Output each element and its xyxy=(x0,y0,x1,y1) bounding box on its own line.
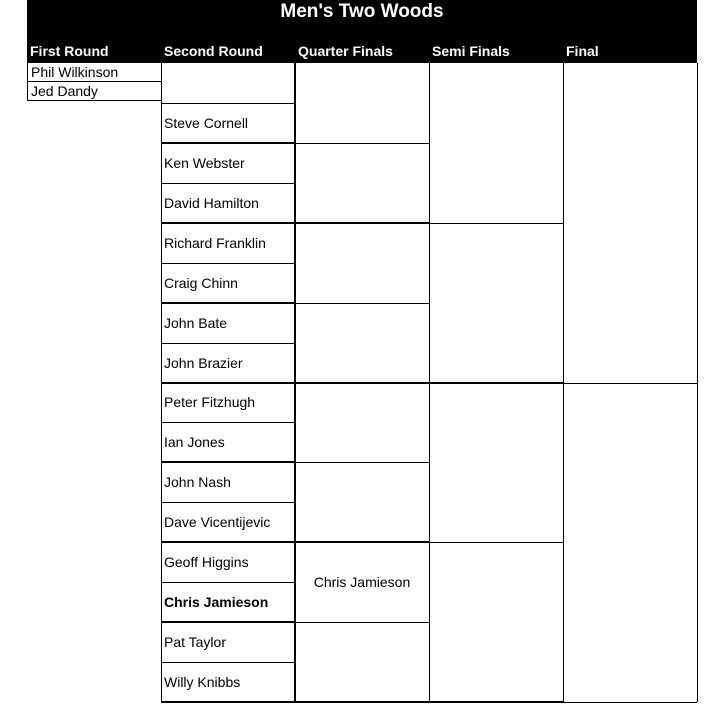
grid-horizontal-line xyxy=(161,701,295,703)
second-round-slot[interactable]: Geoff Higgins xyxy=(164,554,249,571)
grid-horizontal-line xyxy=(295,222,429,224)
quarter-final-slot[interactable] xyxy=(295,223,429,303)
second-round-slot[interactable]: Ian Jones xyxy=(164,434,225,451)
grid-horizontal-line xyxy=(563,383,697,384)
second-round-slot[interactable]: Richard Franklin xyxy=(164,234,266,251)
second-round-slot[interactable]: Dave Vicentijevic xyxy=(164,514,271,531)
second-round-slot[interactable]: John Bate xyxy=(164,314,228,331)
grid-horizontal-line xyxy=(161,541,295,543)
grid-horizontal-line xyxy=(161,621,295,623)
grid-horizontal-line xyxy=(161,142,295,144)
second-round-slot[interactable]: Steve Cornell xyxy=(164,114,249,131)
column-header-quarter-finals: Quarter Finals xyxy=(298,43,393,59)
first-round-slot[interactable]: Jed Dandy xyxy=(27,82,161,101)
second-round-slot[interactable]: John Brazier xyxy=(164,354,243,371)
grid-horizontal-line xyxy=(563,702,697,703)
grid-horizontal-line xyxy=(161,343,295,344)
grid-horizontal-line xyxy=(161,422,295,423)
grid-vertical-line xyxy=(697,63,698,702)
grid-horizontal-line xyxy=(161,263,295,264)
grid-horizontal-line xyxy=(161,302,295,304)
second-round-slot[interactable]: Ken Webster xyxy=(164,154,245,171)
column-header-final: Final xyxy=(566,43,599,59)
column-header-first-round: First Round xyxy=(30,43,109,59)
second-round-slot[interactable] xyxy=(161,63,295,103)
second-round-slot[interactable]: Chris Jamieson xyxy=(164,594,269,611)
grid-horizontal-line xyxy=(161,461,295,463)
grid-horizontal-line xyxy=(295,143,429,144)
second-round-slot[interactable]: Pat Taylor xyxy=(164,634,226,651)
page-title: Men's Two Woods xyxy=(280,1,444,22)
quarter-final-slot[interactable] xyxy=(295,622,429,702)
grid-horizontal-line xyxy=(295,622,429,623)
second-round-slot[interactable]: Peter Fitzhugh xyxy=(164,394,256,411)
second-round-slot[interactable]: Craig Chinn xyxy=(164,274,238,291)
second-round-slot[interactable]: Willy Knibbs xyxy=(164,674,241,691)
grid-horizontal-line xyxy=(161,502,295,503)
second-round-slot[interactable]: John Nash xyxy=(164,474,231,491)
grid-horizontal-line xyxy=(161,222,295,224)
final-slot[interactable] xyxy=(563,383,697,703)
second-round-slot[interactable]: David Hamilton xyxy=(164,194,259,211)
grid-horizontal-line xyxy=(161,382,295,384)
grid-horizontal-line xyxy=(295,541,429,543)
grid-horizontal-line xyxy=(429,382,563,384)
grid-horizontal-line xyxy=(161,103,295,104)
quarter-final-slot[interactable]: Chris Jamieson xyxy=(313,574,411,591)
grid-horizontal-line xyxy=(161,582,295,583)
column-header-semi-finals: Semi Finals xyxy=(432,43,510,59)
quarter-final-slot[interactable] xyxy=(295,143,429,223)
grid-horizontal-line xyxy=(295,303,429,304)
semi-final-slot[interactable] xyxy=(429,223,563,383)
quarter-final-slot[interactable] xyxy=(295,462,429,542)
quarter-final-slot[interactable] xyxy=(295,383,429,463)
column-header-second-round: Second Round xyxy=(164,43,263,59)
grid-horizontal-line xyxy=(429,701,563,703)
first-round-slot[interactable]: Phil Wilkinson xyxy=(27,63,161,82)
grid-horizontal-line xyxy=(295,701,429,703)
semi-final-slot[interactable] xyxy=(429,383,563,543)
semi-final-slot[interactable] xyxy=(429,63,563,223)
quarter-final-slot[interactable] xyxy=(295,63,429,143)
semi-final-slot[interactable] xyxy=(429,542,563,702)
grid-horizontal-line xyxy=(161,183,295,184)
final-slot[interactable] xyxy=(563,63,697,383)
quarter-final-slot[interactable] xyxy=(295,303,429,383)
grid-horizontal-line xyxy=(429,542,563,543)
grid-horizontal-line xyxy=(429,223,563,224)
grid-horizontal-line xyxy=(295,382,429,384)
grid-horizontal-line xyxy=(295,462,429,463)
grid-horizontal-line xyxy=(161,662,295,663)
